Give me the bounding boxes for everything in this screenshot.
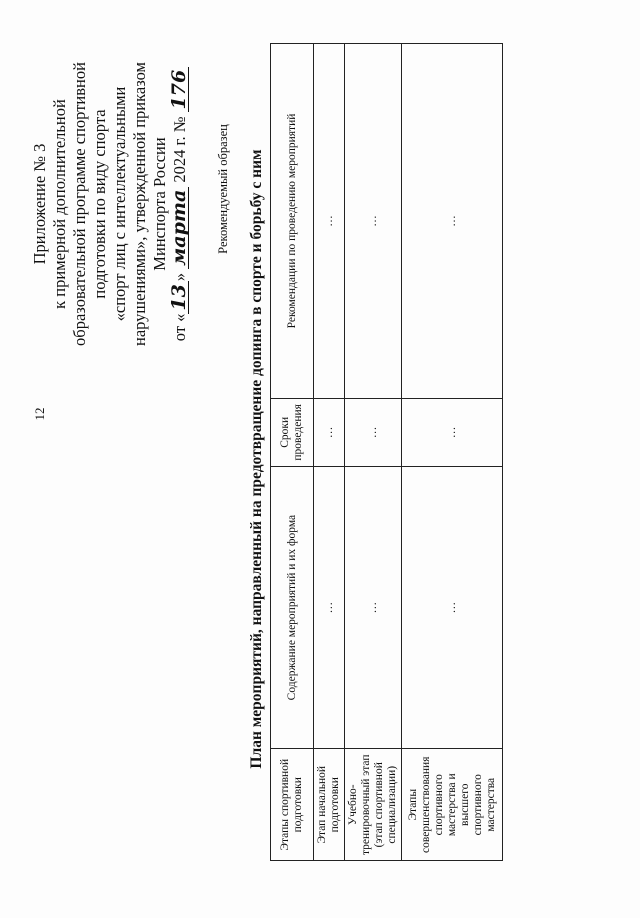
order-date-line: [170, 39, 190, 369]
table-cell: …: [345, 44, 402, 399]
header-recommendations: Рекомендации по проведению мероприятий: [271, 44, 314, 399]
order-month-handwritten: марта: [171, 187, 189, 269]
table-cell-stage: Учебно-тренировочный этап (этап спортивной специализации): [345, 749, 402, 861]
appendix-line: Минспорта России: [150, 137, 169, 271]
order-day-handwritten: 13: [171, 281, 189, 313]
appendix-line: к примерной дополнительной: [50, 99, 69, 309]
table-cell: …: [314, 466, 345, 749]
rotated-content: [20, 29, 620, 889]
header-content: Содержание мероприятий и их форма: [271, 466, 314, 749]
appendix-line: образовательной программе спортивной: [70, 62, 89, 346]
table-row: [402, 44, 503, 861]
appendix-line: подготовки по виду спорта: [90, 109, 109, 299]
appendix-line: «спорт лиц с интеллектуальными: [110, 86, 129, 322]
table-cell: …: [314, 44, 345, 399]
table-cell: …: [345, 466, 402, 749]
table-row: [314, 44, 345, 861]
table-cell-stage: Этапы совершенствования спортивного мастерства и высшего спортивного мастерства: [402, 749, 503, 861]
order-year: 2024 г. №: [170, 112, 189, 187]
recommended-sample-label: Рекомендуемый образец: [216, 124, 230, 254]
table-cell: …: [314, 398, 345, 466]
table-cell: …: [345, 398, 402, 466]
plan-title: План мероприятий, направленный на предотвращение допинга в спорте и борьбу с ним: [248, 149, 265, 769]
order-number-handwritten: 176: [171, 67, 189, 113]
table-cell: …: [402, 466, 503, 749]
plan-table: [270, 43, 503, 861]
header-terms: Сроки проведения: [271, 398, 314, 466]
appendix-line: Приложение № 3: [30, 143, 49, 265]
appendix-line: нарушениями», утвержденной приказом: [130, 62, 149, 346]
order-mid: »: [170, 268, 189, 282]
table-row: [345, 44, 402, 861]
page-number: 12: [32, 407, 47, 421]
header-stages: Этапы спортивной подготовки: [271, 749, 314, 861]
table-header-row: [271, 44, 314, 861]
order-prefix: от «: [170, 313, 189, 342]
table-cell: …: [402, 398, 503, 466]
table-cell-stage: Этап начальной подготовки: [314, 749, 345, 861]
appendix-block: [30, 39, 190, 369]
table-cell: …: [402, 44, 503, 399]
